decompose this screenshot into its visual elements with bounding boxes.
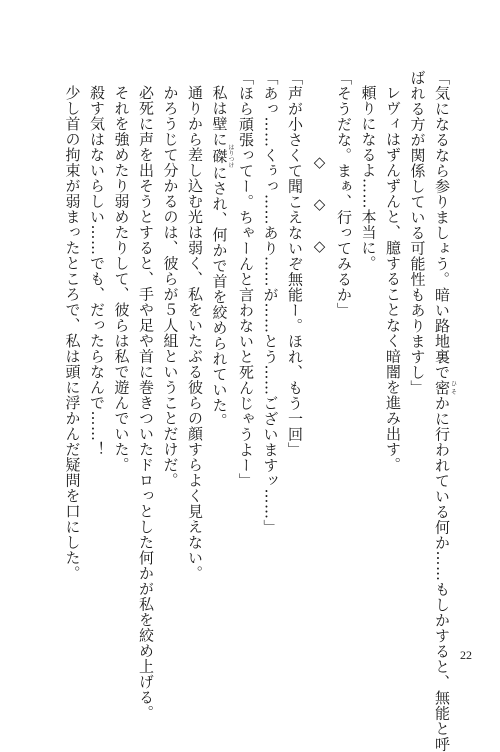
text-line: かろうじて分かるのは、彼らが５人組ということだけだ。: [161, 85, 180, 488]
text-line: 頼りになるよ……本当に。: [359, 85, 378, 271]
text-line: レヴィはずんずんと、臆することなく暗闇を進み出す。: [384, 85, 402, 473]
ruby-word: 磔はりつけ: [210, 144, 234, 168]
ruby-word: 密ひそ: [433, 380, 457, 396]
text-line: 私は壁に磔はりつけにされ、何かで首を絞められていた。: [210, 85, 234, 429]
page-number: 22: [460, 648, 472, 662]
text-line: 「声が小さくて聞こえないぞ無能ー。ほれ、もう一回」: [286, 70, 304, 458]
scene-separator: ◇◇◇: [310, 152, 329, 279]
text-line: 「そうだな。まぁ、行ってみるか」: [335, 70, 353, 318]
text-line: 「気になるなら参りましょう。暗い路地裏で密ひそかに行われている何か……もしかすると、無能と呼: [433, 70, 457, 752]
text-line: 「ほら頑張ってー。ちゃーんと言わないと死んじゃうよー」: [237, 70, 255, 489]
text-line: 「あっ……くぅっ……あり……が……とう……ございますッ……」: [261, 70, 280, 535]
vertical-text-body: [60, 70, 457, 752]
text-line: 殺す気はないらしい……でも、だったらなんで……！: [88, 85, 106, 457]
text-line: それを強めたり弱めたりして、彼らは私で遊んでいた。: [112, 85, 131, 473]
text-line: 必死に声を出そうとすると、手や足や首に巻きついたドロっとした何かが私を絞め上げる。: [137, 85, 155, 721]
text-line: 通りから差し込む光は弱く、私をいたぶる彼らの顔すらよく見えない。: [186, 85, 204, 581]
text-line: ばれる方が関係している可能性もありますし」: [408, 70, 427, 396]
text-line: 少し首の拘束が弱まったところで、私は頭に浮かんだ疑問を口にした。: [63, 85, 82, 581]
